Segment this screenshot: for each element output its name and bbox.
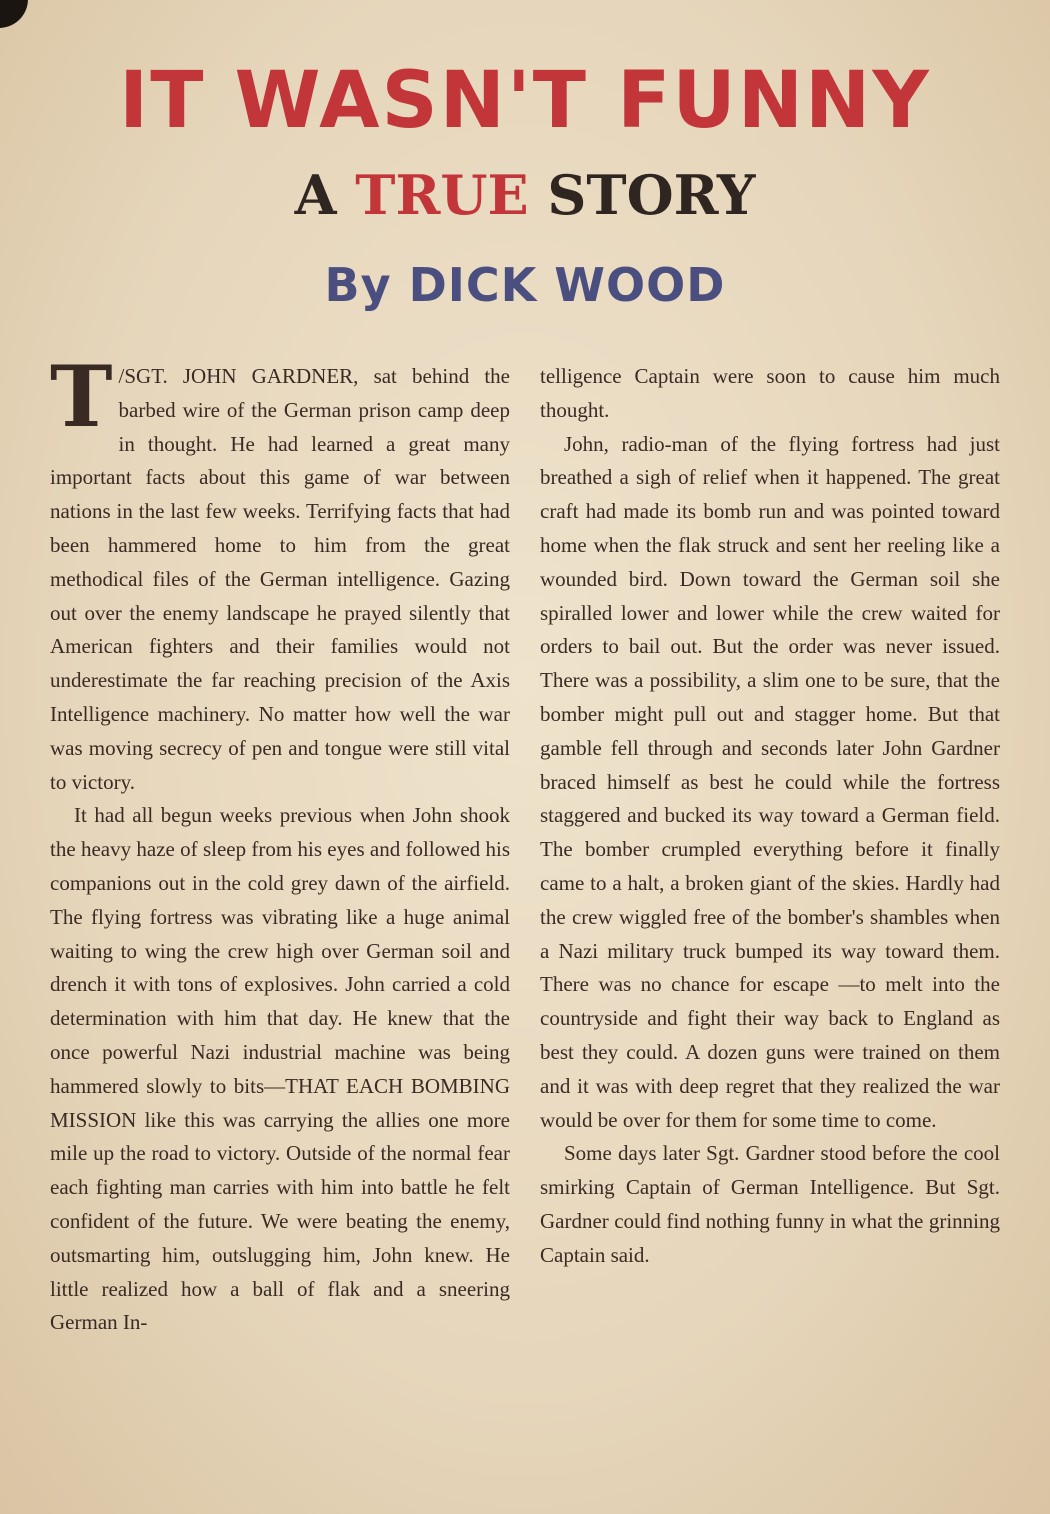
subtitle-a: A — [294, 163, 337, 227]
story-title: IT WASN'T FUNNY — [119, 56, 931, 146]
story-paragraph-1 — [50, 347, 510, 799]
corner-ink-blot — [0, 0, 28, 28]
subtitle-true: TRUE — [355, 163, 529, 227]
text-column-right — [540, 360, 1000, 1273]
story-paragraph-2-continued: telligence Captain were soon to cause him much thought. — [540, 364, 1000, 422]
story-paragraph-1-text: /SGT. JOHN GARDNER, sat behind the barbed wire of the German prison camp deep in thought. He had learned a great many important facts about this game of war between nations in the last few weeks. Terrifying facts that had been hammered home to him from the great methodical files of the German intelligence. Gazing out over the enemy landscape he prayed silently that American fighters and their families would not underestimate the far reaching precision of the Axis Intelligence machinery. No matter how well the war was moving secrecy of pen and tongue were still vital to victory. — [50, 364, 510, 794]
story-paragraph-2: It had all begun weeks previous when John shook the heavy haze of sleep from his eyes and followed his companions out in the cold grey dawn of the airfield. The flying fortress was vibrating like a huge animal waiting to wing the crew high over German soil and drench it with tons of explosives. John carried a cold determination with him that day. He knew that the once powerful Nazi industrial machine was being hammered slowly to bits—THAT EACH BOMBING MISSION like this was carrying the allies one more mile up the road to victory. Outside of the normal fear each fighting man carries with him into battle he felt confident of the future. We were beating the enemy, outsmarting him, outslugging him, John knew. He little realized how a ball of flak and a sneering German In- — [50, 803, 510, 1335]
drop-cap: T — [50, 347, 113, 446]
subtitle-story: STORY — [547, 163, 756, 227]
story-paragraph-4: Some days later Sgt. Gardner stood before the cool smirking Captain of German Intelligence. But Sgt. Gardner could find nothing funny in what the grinning Captain said. — [540, 1141, 1000, 1267]
author-byline: By DICK WOOD — [324, 258, 726, 312]
text-column-left — [50, 347, 510, 1340]
story-subtitle — [0, 163, 1050, 227]
story-paragraph-3: John, radio-man of the flying fortress had just breathed a sigh of relief when it happened. The great craft had made its bomb run and was pointed toward home when the flak struck and sent her reeling like a wounded bird. Down toward the German soil she spiralled lower and lower while the crew waited for orders to bail out. But the order was never issued. There was a possibility, a slim one to be sure, that the bomber might pull out and stagger home. But that gamble fell through and seconds later John Gardner braced himself as best he could while the fortress staggered and bucked its way toward a German field. The bomber crumpled everything before it finally came to a halt, a broken giant of the skies. Hardly had the crew wiggled free of the bomber's shambles when a Nazi military truck bumped its way toward them. There was no chance for escape —to melt into the countryside and fight their way back to England as best they could. A dozen guns were trained on them and it was with deep regret that they realized the war would be over for them for some time to come. — [540, 431, 1000, 1132]
